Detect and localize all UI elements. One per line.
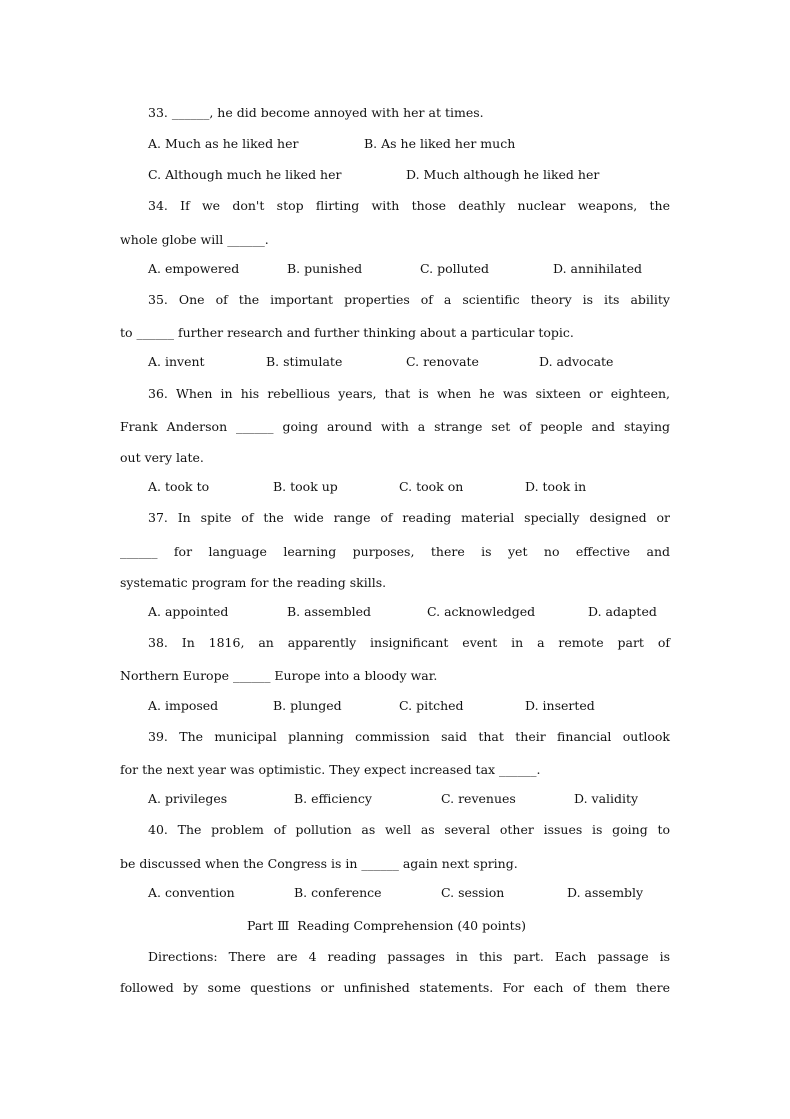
question-34-option-b[interactable]: B. punished [287,261,363,276]
question-33-option-a[interactable]: A. Much as he liked her [148,136,299,151]
question-37-option-c[interactable]: C. acknowledged [427,604,536,619]
question-33-option-b[interactable]: B. As he liked her much [364,136,516,151]
question-37-option-a[interactable]: A. appointed [148,604,229,619]
question-40-option-a[interactable]: A. convention [148,885,235,900]
question-38-stem-cont: Northern Europe ______ Europe into a bloody war. [120,668,438,683]
question-38-stem: 38. In 1816, an apparently insignificant event in a remote part of [148,635,670,650]
question-37-option-b[interactable]: B. assembled [287,604,372,619]
question-39-option-b[interactable]: B. efficiency [294,791,372,806]
question-35-option-c[interactable]: C. renovate [406,354,479,369]
question-36-stem-end: out very late. [120,450,204,465]
question-40-stem-cont: be discussed when the Congress is in ______ again next spring. [120,856,518,871]
question-37-stem: 37. In spite of the wide range of reading material specially designed or [148,510,670,525]
question-38-option-d[interactable]: D. inserted [525,698,595,713]
question-36-stem-cont: Frank Anderson ______ going around with a strange set of people and staying [120,419,670,434]
question-35-option-b[interactable]: B. stimulate [266,354,343,369]
question-40-option-c[interactable]: C. session [441,885,505,900]
question-38-option-c[interactable]: C. pitched [399,698,464,713]
directions-line-2: followed by some questions or unfinished statements. For each of them there [120,980,670,995]
question-39-stem-cont: for the next year was optimistic. They expect increased tax ______. [120,762,541,777]
question-39-option-a[interactable]: A. privileges [148,791,228,806]
question-37-stem-cont: ______ for language learning purposes, there is yet no effective and [120,544,670,559]
question-40-option-b[interactable]: B. conference [294,885,382,900]
question-36-option-d[interactable]: D. took in [525,479,587,494]
question-36-option-a[interactable]: A. took to [148,479,210,494]
question-33-stem: 33. ______, he did become annoyed with her at times. [148,105,484,120]
question-36-stem: 36. When in his rebellious years, that is when he was sixteen or eighteen, [148,386,670,401]
question-39-option-d[interactable]: D. validity [574,791,639,806]
question-38-option-a[interactable]: A. imposed [148,698,219,713]
question-37-stem-end: systematic program for the reading skills. [120,575,387,590]
question-34-option-d[interactable]: D. annihilated [553,261,642,276]
question-34-option-a[interactable]: A. empowered [148,261,240,276]
question-39-option-c[interactable]: C. revenues [441,791,516,806]
part-heading: Part Ⅲ Reading Comprehension (40 points) [247,918,526,933]
question-36-option-b[interactable]: B. took up [273,479,338,494]
question-33-option-d[interactable]: D. Much although he liked her [406,167,600,182]
question-33-option-c[interactable]: C. Although much he liked her [148,167,342,182]
question-36-option-c[interactable]: C. took on [399,479,464,494]
question-35-stem-cont: to ______ further research and further thinking about a particular topic. [120,325,574,340]
question-35-stem: 35. One of the important properties of a scientific theory is its ability [148,292,670,307]
question-37-option-d[interactable]: D. adapted [588,604,657,619]
question-40-option-d[interactable]: D. assembly [567,885,644,900]
directions-line-1: Directions: There are 4 reading passages in this part. Each passage is [148,949,670,964]
question-38-option-b[interactable]: B. plunged [273,698,342,713]
question-40-stem: 40. The problem of pollution as well as several other issues is going to [148,822,670,837]
question-34-stem: 34. If we don't stop flirting with those deathly nuclear weapons, the [148,198,670,213]
question-35-option-d[interactable]: D. advocate [539,354,614,369]
question-35-option-a[interactable]: A. invent [148,354,205,369]
question-39-stem: 39. The municipal planning commission said that their financial outlook [148,729,670,744]
question-34-option-c[interactable]: C. polluted [420,261,490,276]
question-34-stem-cont: whole globe will ______. [120,232,269,247]
